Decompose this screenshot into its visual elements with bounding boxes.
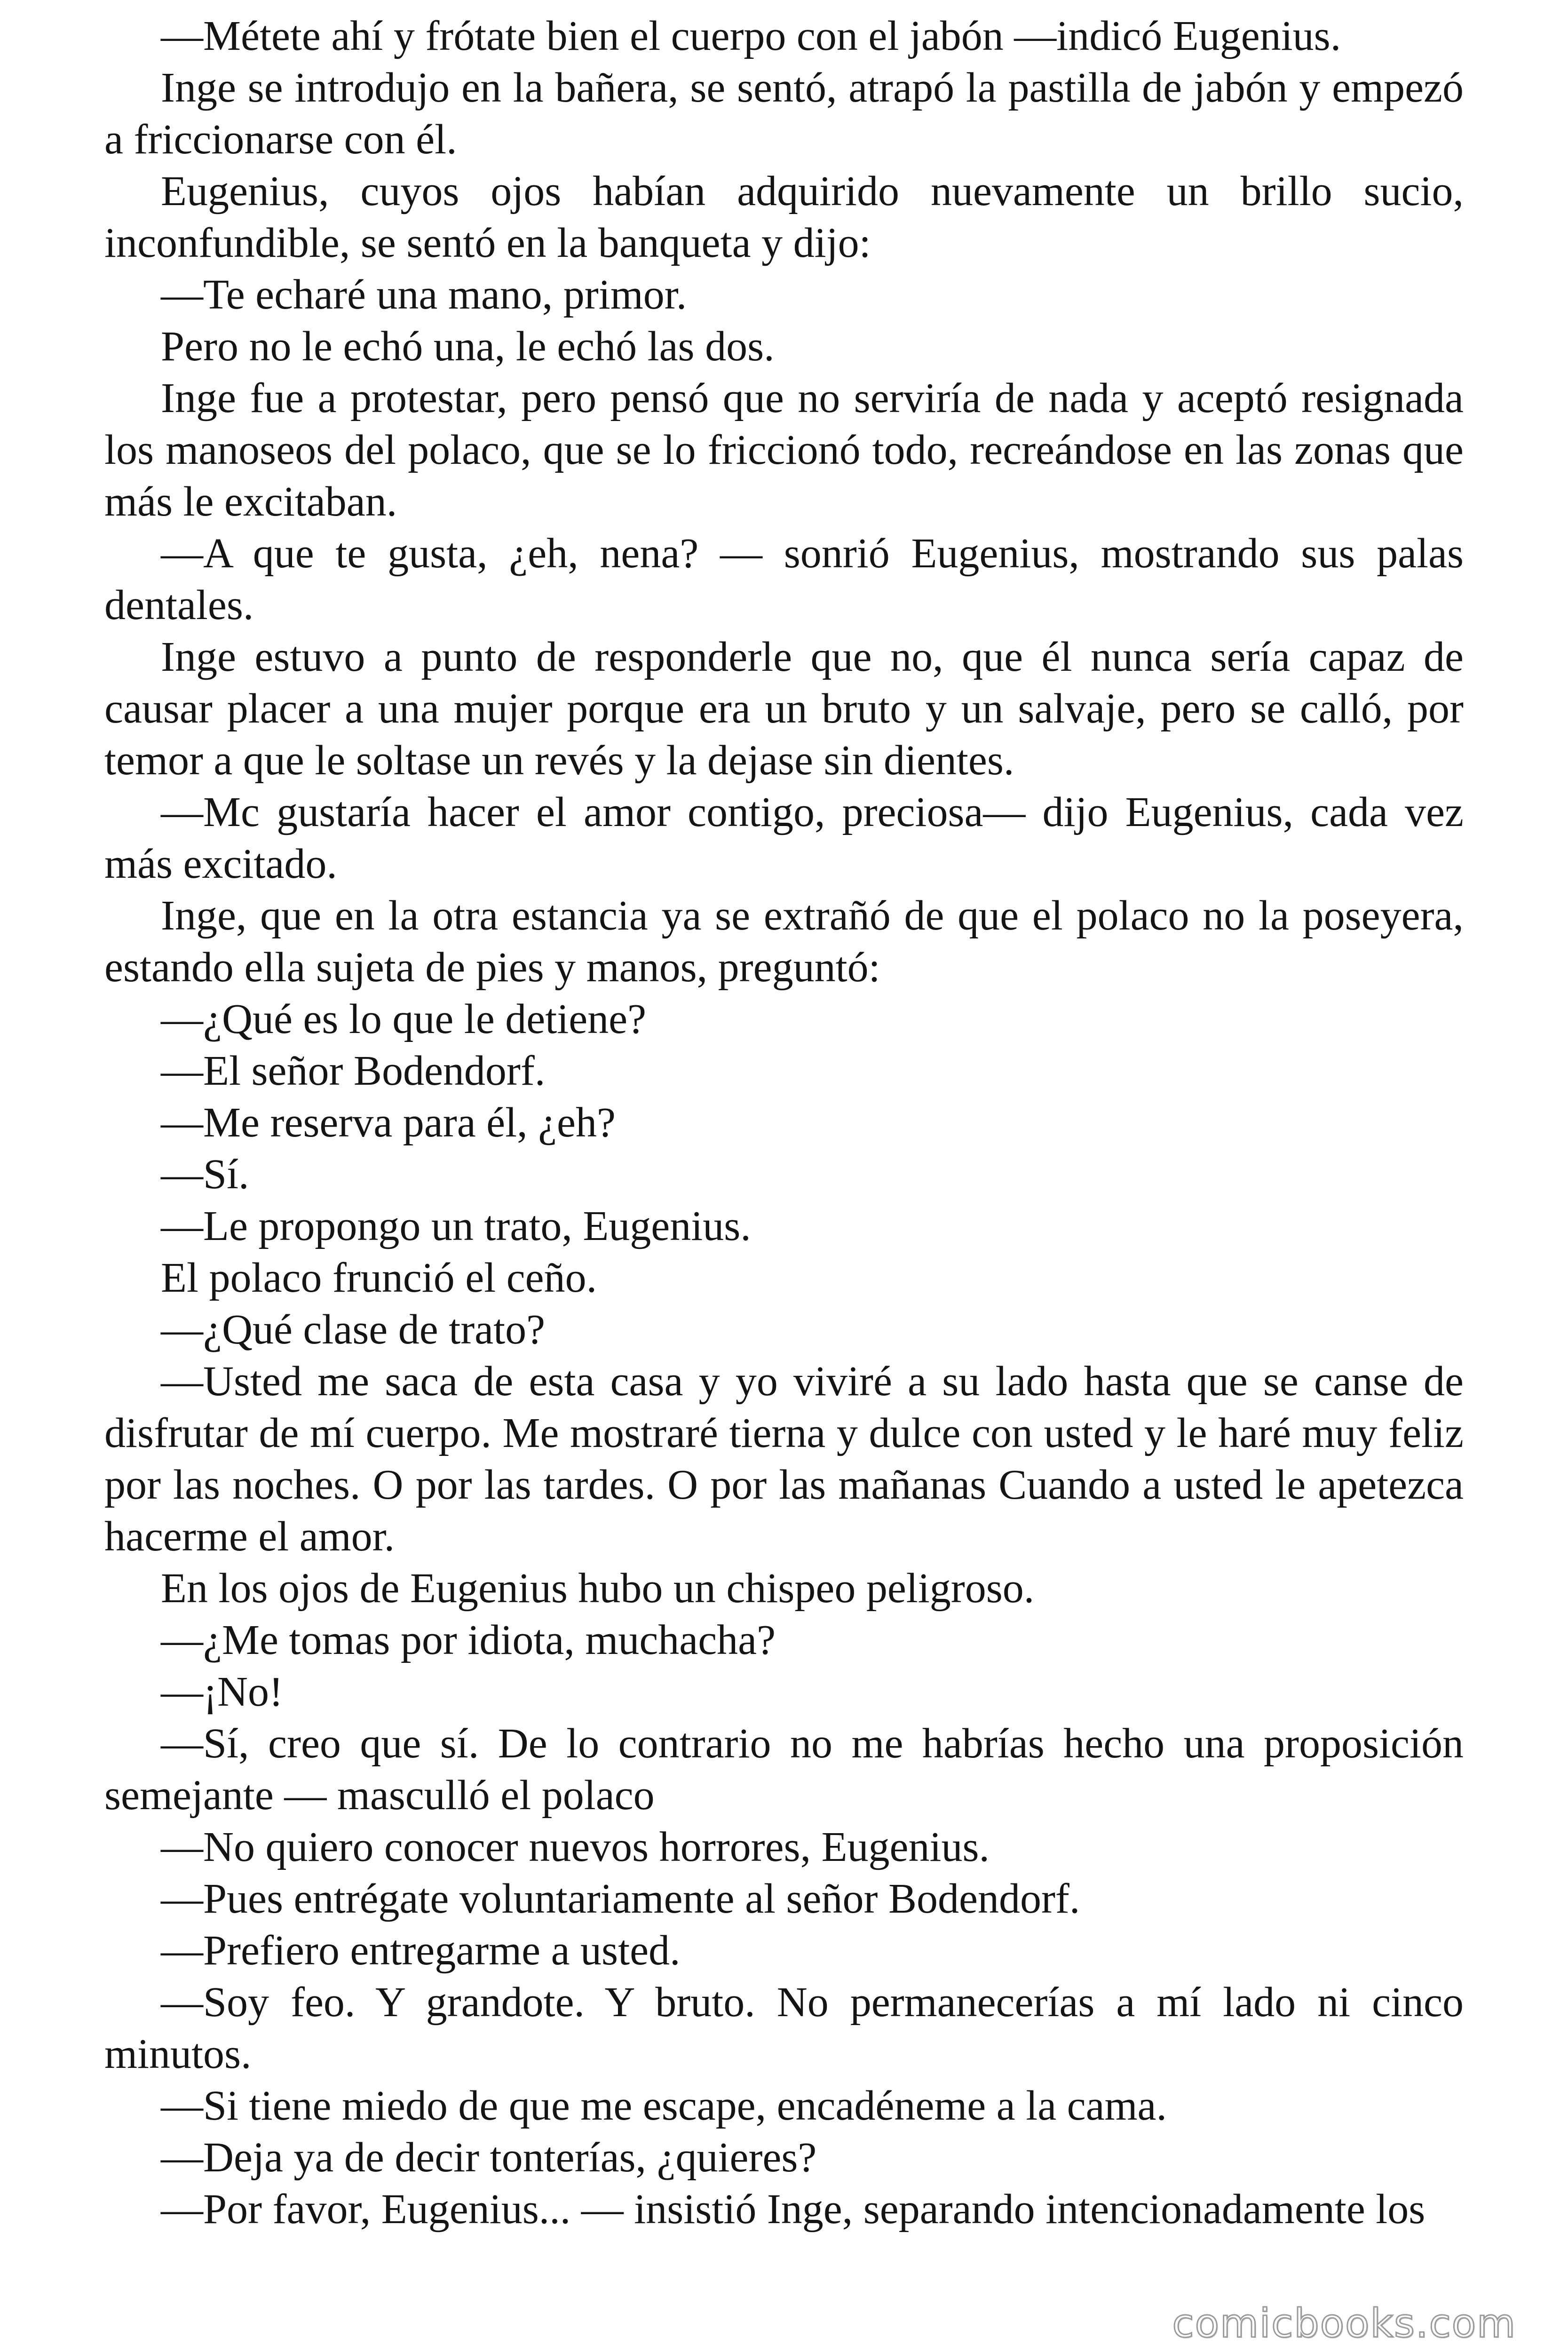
- paragraph: —Le propongo un trato, Eugenius.: [161, 1203, 751, 1249]
- paragraph: Eugenius, cuyos ojos habían adquirido nuevamente un brillo sucio, inconfundible, se sentó en la banqueta y dijo:: [104, 168, 1464, 266]
- paragraph: —Si tiene miedo de que me escape, encadéneme a la cama.: [161, 2082, 1167, 2129]
- paragraph: —No quiero conocer nuevos horrores, Eugenius.: [161, 1824, 990, 1870]
- page-text: [104, 10, 1464, 2235]
- paragraph: Inge estuvo a punto de responderle que no, que él nunca sería capaz de causar placer a una mujer porque era un bruto y un salvaje, pero se calló, por temor a que le soltase un revés y la dejase sin dientes.: [104, 634, 1464, 784]
- paragraph: —Pues entrégate voluntariamente al señor Bodendorf.: [161, 1875, 1080, 1922]
- paragraph: —¡No!: [161, 1669, 283, 1715]
- paragraph: Inge fue a protestar, pero pensó que no serviría de nada y aceptó resignada los manoseos del polaco, que se lo friccionó todo, recreándose en las zonas que más le excitaban.: [104, 375, 1464, 525]
- watermark: comicbooks.com: [1172, 2300, 1516, 2346]
- paragraph: Inge, que en la otra estancia ya se extrañó de que el polaco no la poseyera, estando ella sujeta de pies y manos, preguntó:: [104, 892, 1464, 991]
- paragraph: —El señor Bodendorf.: [161, 1048, 546, 1094]
- paragraph: —Prefiero entregarme a usted.: [161, 1927, 681, 1974]
- paragraph: —Te echaré una mano, primor.: [161, 271, 687, 318]
- paragraph: El polaco frunció el ceño.: [161, 1255, 597, 1301]
- paragraph: —Por favor, Eugenius... — insistió Inge, separando intencionadamente los: [161, 2186, 1425, 2233]
- paragraph: —Soy feo. Y grandote. Y bruto. No permanecerías a mí lado ni cinco minutos.: [104, 1979, 1464, 2077]
- paragraph: —Sí.: [161, 1151, 249, 1198]
- paragraph: —Me reserva para él, ¿eh?: [161, 1099, 616, 1146]
- paragraph: —¿Qué es lo que le detiene?: [161, 996, 647, 1042]
- paragraph: —Deja ya de decir tonterías, ¿quieres?: [161, 2134, 817, 2181]
- paragraph: —¿Me tomas por idiota, muchacha?: [161, 1617, 776, 1663]
- paragraph: —A que te gusta, ¿eh, nena? — sonrió Eugenius, mostrando sus palas dentales.: [104, 530, 1464, 628]
- paragraph: —Usted me saca de esta casa y yo viviré a su lado hasta que se canse de disfrutar de mí cuerpo. Me mostraré tierna y dulce con usted y le haré muy feliz por las noches. O por las tardes. O por las mañanas Cuando a usted le apetezca hacerme el amor.: [104, 1358, 1464, 1560]
- paragraph: —Sí, creo que sí. De lo contrario no me habrías hecho una proposición semejante — masculló el polaco: [104, 1720, 1464, 1819]
- paragraph: —Mc gustaría hacer el amor contigo, preciosa— dijo Eugenius, cada vez más excitado.: [104, 789, 1464, 887]
- paragraph: —Métete ahí y frótate bien el cuerpo con el jabón —indicó Eugenius.: [161, 13, 1341, 59]
- paragraph: En los ojos de Eugenius hubo un chispeo peligroso.: [161, 1565, 1035, 1612]
- paragraph: Pero no le echó una, le echó las dos.: [161, 323, 775, 370]
- paragraph: Inge se introdujo en la bañera, se sentó, atrapó la pastilla de jabón y empezó a friccionarse con él.: [104, 64, 1464, 163]
- paragraph: —¿Qué clase de trato?: [161, 1306, 546, 1353]
